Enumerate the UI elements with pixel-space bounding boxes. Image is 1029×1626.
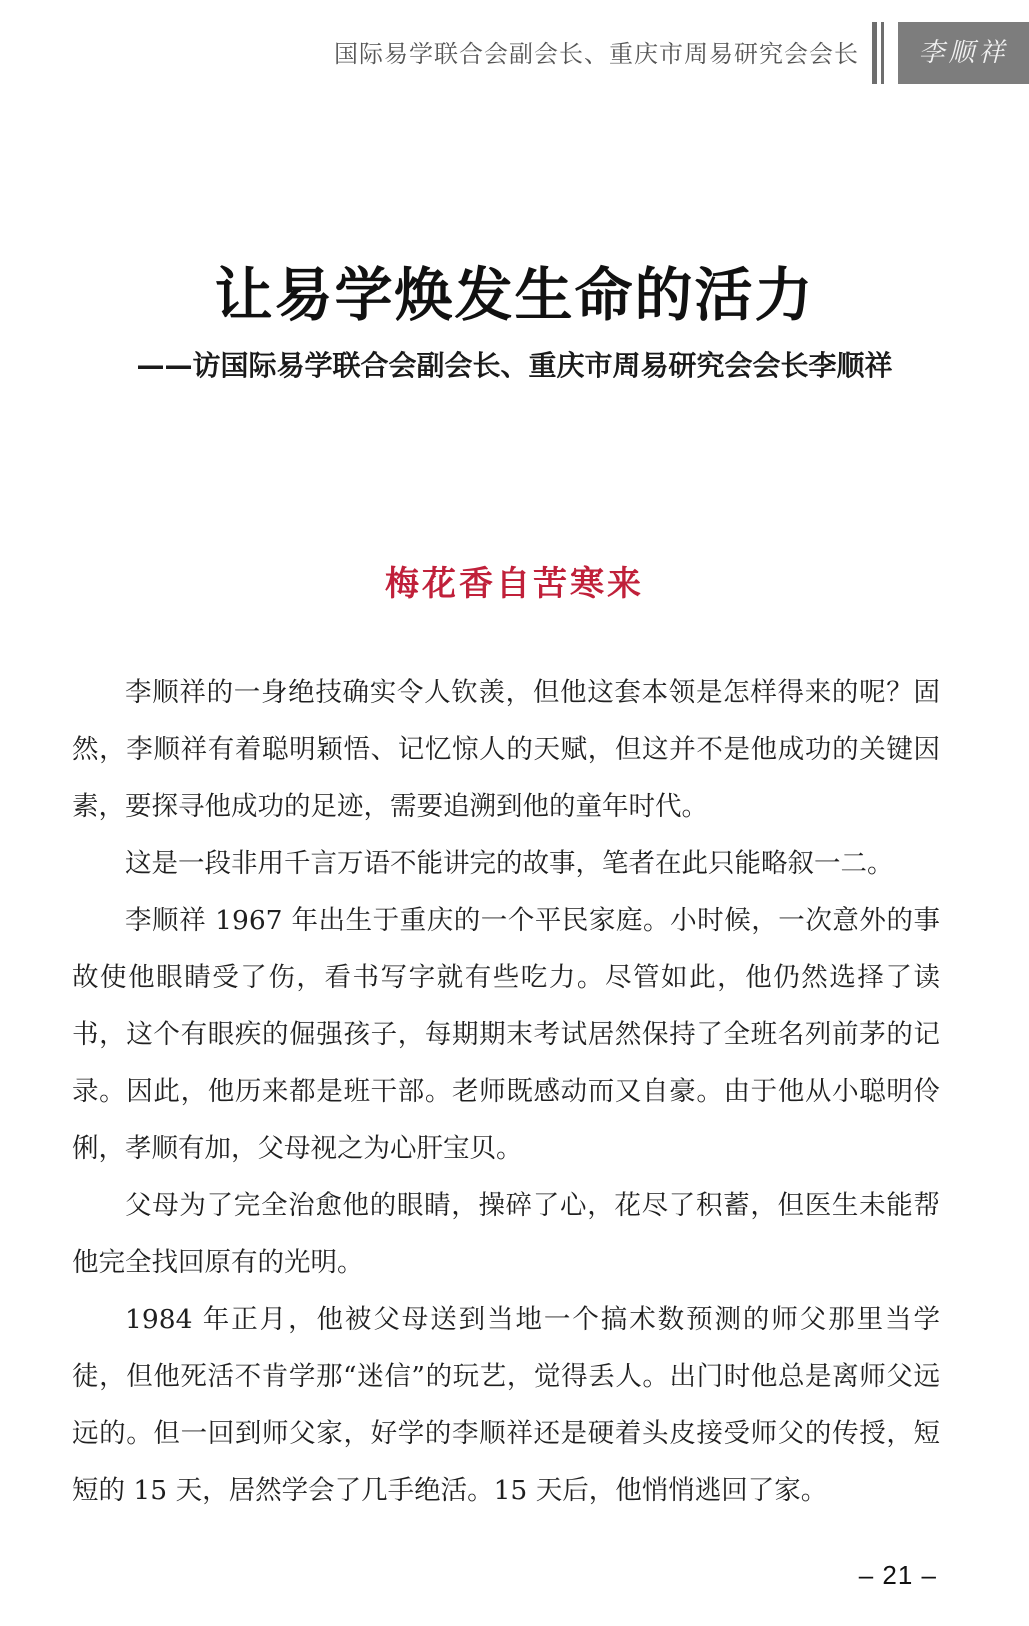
header-name-tab: 李顺祥	[898, 22, 1029, 84]
body-paragraph: 李顺祥的一身绝技确实令人钦羡，但他这套本领是怎样得来的呢？固然，李顺祥有着聪明颖悟、记忆惊人的天赋，但这并不是他成功的关键因素，要探寻他成功的足迹，需要追溯到他的童年时代。	[72, 677, 940, 822]
page-number: – 21 –	[858, 1560, 937, 1590]
article-title: 让易学焕发生命的活力	[214, 261, 815, 329]
article-subtitle: ——访国际易学联合会副会长、重庆市周易研究会会长李顺祥	[136, 349, 893, 382]
body-paragraph: 李顺祥 1967 年出生于重庆的一个平民家庭。小时候，一次意外的事故使他眼睛受了伤，看书写字就有些吃力。尽管如此，他仍然选择了读书，这个有眼疾的倔强孩子，每期期末考试居然保持了全班名列前茅的记录。因此，他历来都是班干部。老师既感动而又自豪。由于他从小聪明伶俐，孝顺有加，父母视之为心肝宝贝。	[72, 905, 940, 1164]
section-heading: 梅花香自苦寒来	[385, 564, 644, 604]
body-paragraph: 父母为了完全治愈他的眼睛，操碎了心，花尽了积蓄，但医生未能帮他完全找回原有的光明。	[72, 1190, 940, 1278]
header-divider-bar	[872, 22, 877, 84]
body-paragraph: 这是一段非用千言万语不能讲完的故事，笔者在此只能略叙一二。	[125, 848, 894, 879]
body-paragraph: 1984 年正月，他被父母送到当地一个搞术数预测的师父那里当学徒，但他死活不肯学那“迷信”的玩艺，觉得丢人。出门时他总是离师父远远的。但一回到师父家，好学的李顺祥还是硬着头皮接受师父的传授，短短的 15 天，居然学会了几手绝活。15 天后，他悄悄逃回了家。	[72, 1304, 940, 1506]
header-divider-bars	[872, 22, 896, 84]
header-divider-bar	[881, 22, 884, 84]
article-body	[72, 664, 940, 1519]
header-title: 国际易学联合会副会长、重庆市周易研究会会长	[334, 40, 859, 68]
running-header	[0, 0, 1029, 86]
